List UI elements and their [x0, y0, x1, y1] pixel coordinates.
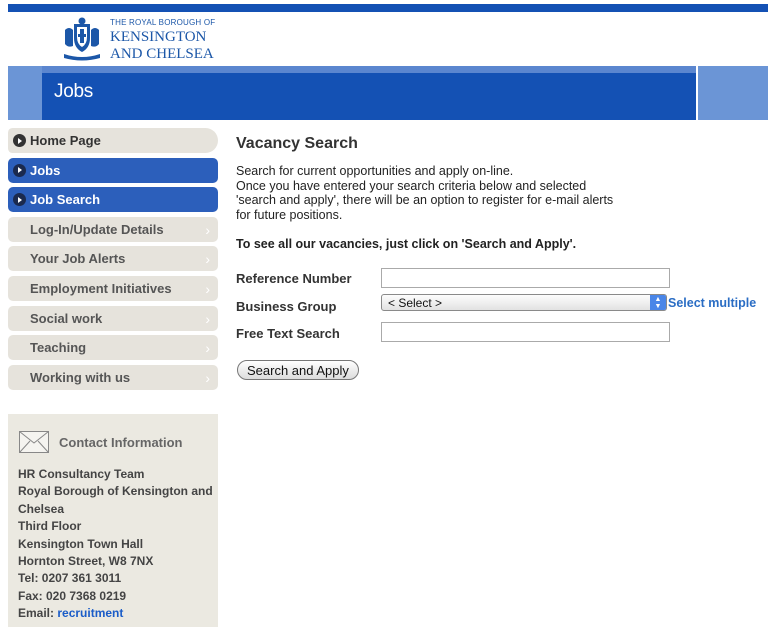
- contact-line: Fax: 020 7368 0219: [18, 588, 127, 603]
- contact-email-line: [18, 605, 218, 622]
- chevron-right-icon: ›: [205, 251, 210, 268]
- nav-item-jobs[interactable]: [8, 158, 218, 183]
- nav-item-working-with-us[interactable]: [8, 365, 218, 390]
- contact-line: HR Consultancy Team: [18, 467, 145, 481]
- envelope-icon: [19, 431, 49, 453]
- free-text-search-input[interactable]: [381, 322, 670, 342]
- nav-item-your-job-alerts[interactable]: [8, 246, 218, 271]
- logo-small-text: THE ROYAL BOROUGH OF: [110, 18, 216, 27]
- banner-left-block: [8, 66, 42, 120]
- search-and-apply-button[interactable]: Search and Apply: [237, 360, 359, 380]
- nav-item-label: Social work: [30, 310, 103, 326]
- free-text-search-label: Free Text Search: [236, 326, 340, 341]
- see-all-note: To see all our vacancies, just click on 'Search and Apply'.: [236, 237, 577, 251]
- nav-item-social-work[interactable]: [8, 306, 218, 331]
- intro-line-2: Once you have entered your search criteria below and selected 'search and apply', there will be an option to register for e-mail alerts for future positions.: [236, 178, 614, 222]
- contact-address: [18, 466, 218, 623]
- nav-item-label: Jobs: [30, 162, 61, 178]
- arrow-bullet-icon: [13, 134, 26, 147]
- nav-item-log-in-update-details[interactable]: [8, 217, 218, 242]
- banner-right-block: [698, 66, 768, 120]
- nav-item-teaching[interactable]: [8, 335, 218, 360]
- reference-number-label: Reference Number: [236, 271, 352, 286]
- contact-panel: [8, 414, 218, 627]
- nav-item-employment-initiatives[interactable]: [8, 276, 218, 301]
- contact-title: Contact Information: [59, 435, 183, 450]
- nav-item-label: Job Search: [30, 192, 101, 208]
- nav-item-label: Log-In/Update Details: [30, 221, 164, 237]
- intro-text: [236, 164, 616, 222]
- chevron-right-icon: ›: [205, 221, 210, 238]
- arrow-bullet-icon: [13, 193, 26, 206]
- nav-item-job-search[interactable]: [8, 187, 218, 212]
- email-label: Email:: [18, 606, 55, 621]
- nav-item-label: Your Job Alerts: [30, 251, 126, 267]
- chevron-right-icon: ›: [205, 340, 210, 357]
- contact-line: Kensington Town Hall: [18, 536, 144, 551]
- contact-line: Tel: 0207 361 3011: [18, 571, 122, 586]
- nav-item-home-page[interactable]: [8, 128, 218, 153]
- council-logo[interactable]: [60, 16, 220, 62]
- arrow-bullet-icon: [13, 164, 26, 177]
- banner: [42, 66, 696, 120]
- logo-line-1: KENSINGTON: [110, 29, 207, 45]
- main-content: [236, 132, 766, 378]
- reference-number-input[interactable]: [381, 268, 670, 288]
- nav-item-label: Teaching: [30, 340, 87, 356]
- sidebar-nav: [8, 128, 218, 394]
- nav-item-label: Working with us: [30, 369, 131, 385]
- chevron-right-icon: ›: [205, 310, 210, 327]
- contact-line: Third Floor: [18, 519, 82, 534]
- nav-item-label: Employment Initiatives: [30, 280, 172, 296]
- business-group-select[interactable]: [381, 294, 667, 311]
- banner-title: Jobs: [54, 81, 93, 102]
- chevron-right-icon: ›: [205, 280, 210, 297]
- coat-of-arms-icon: [60, 16, 104, 62]
- contact-line: Royal Borough of Kensington and Chelsea: [18, 484, 213, 516]
- page-title: Vacancy Search: [236, 135, 358, 152]
- select-arrows-icon: ▲ ▼: [650, 295, 666, 310]
- top-rule: [8, 4, 768, 12]
- email-link[interactable]: recruitment: [57, 606, 124, 621]
- contact-line: Hornton Street, W8 7NX: [18, 554, 154, 569]
- select-multiple-link[interactable]: Select multiple: [668, 296, 757, 310]
- business-group-selected: < Select >: [388, 296, 443, 310]
- chevron-right-icon: ›: [205, 369, 210, 386]
- logo-line-2: AND CHELSEA: [110, 46, 214, 62]
- intro-line-1: Search for current opportunities and apply on-line.: [236, 164, 514, 178]
- business-group-label: Business Group: [236, 299, 337, 314]
- nav-item-label: Home Page: [30, 133, 101, 148]
